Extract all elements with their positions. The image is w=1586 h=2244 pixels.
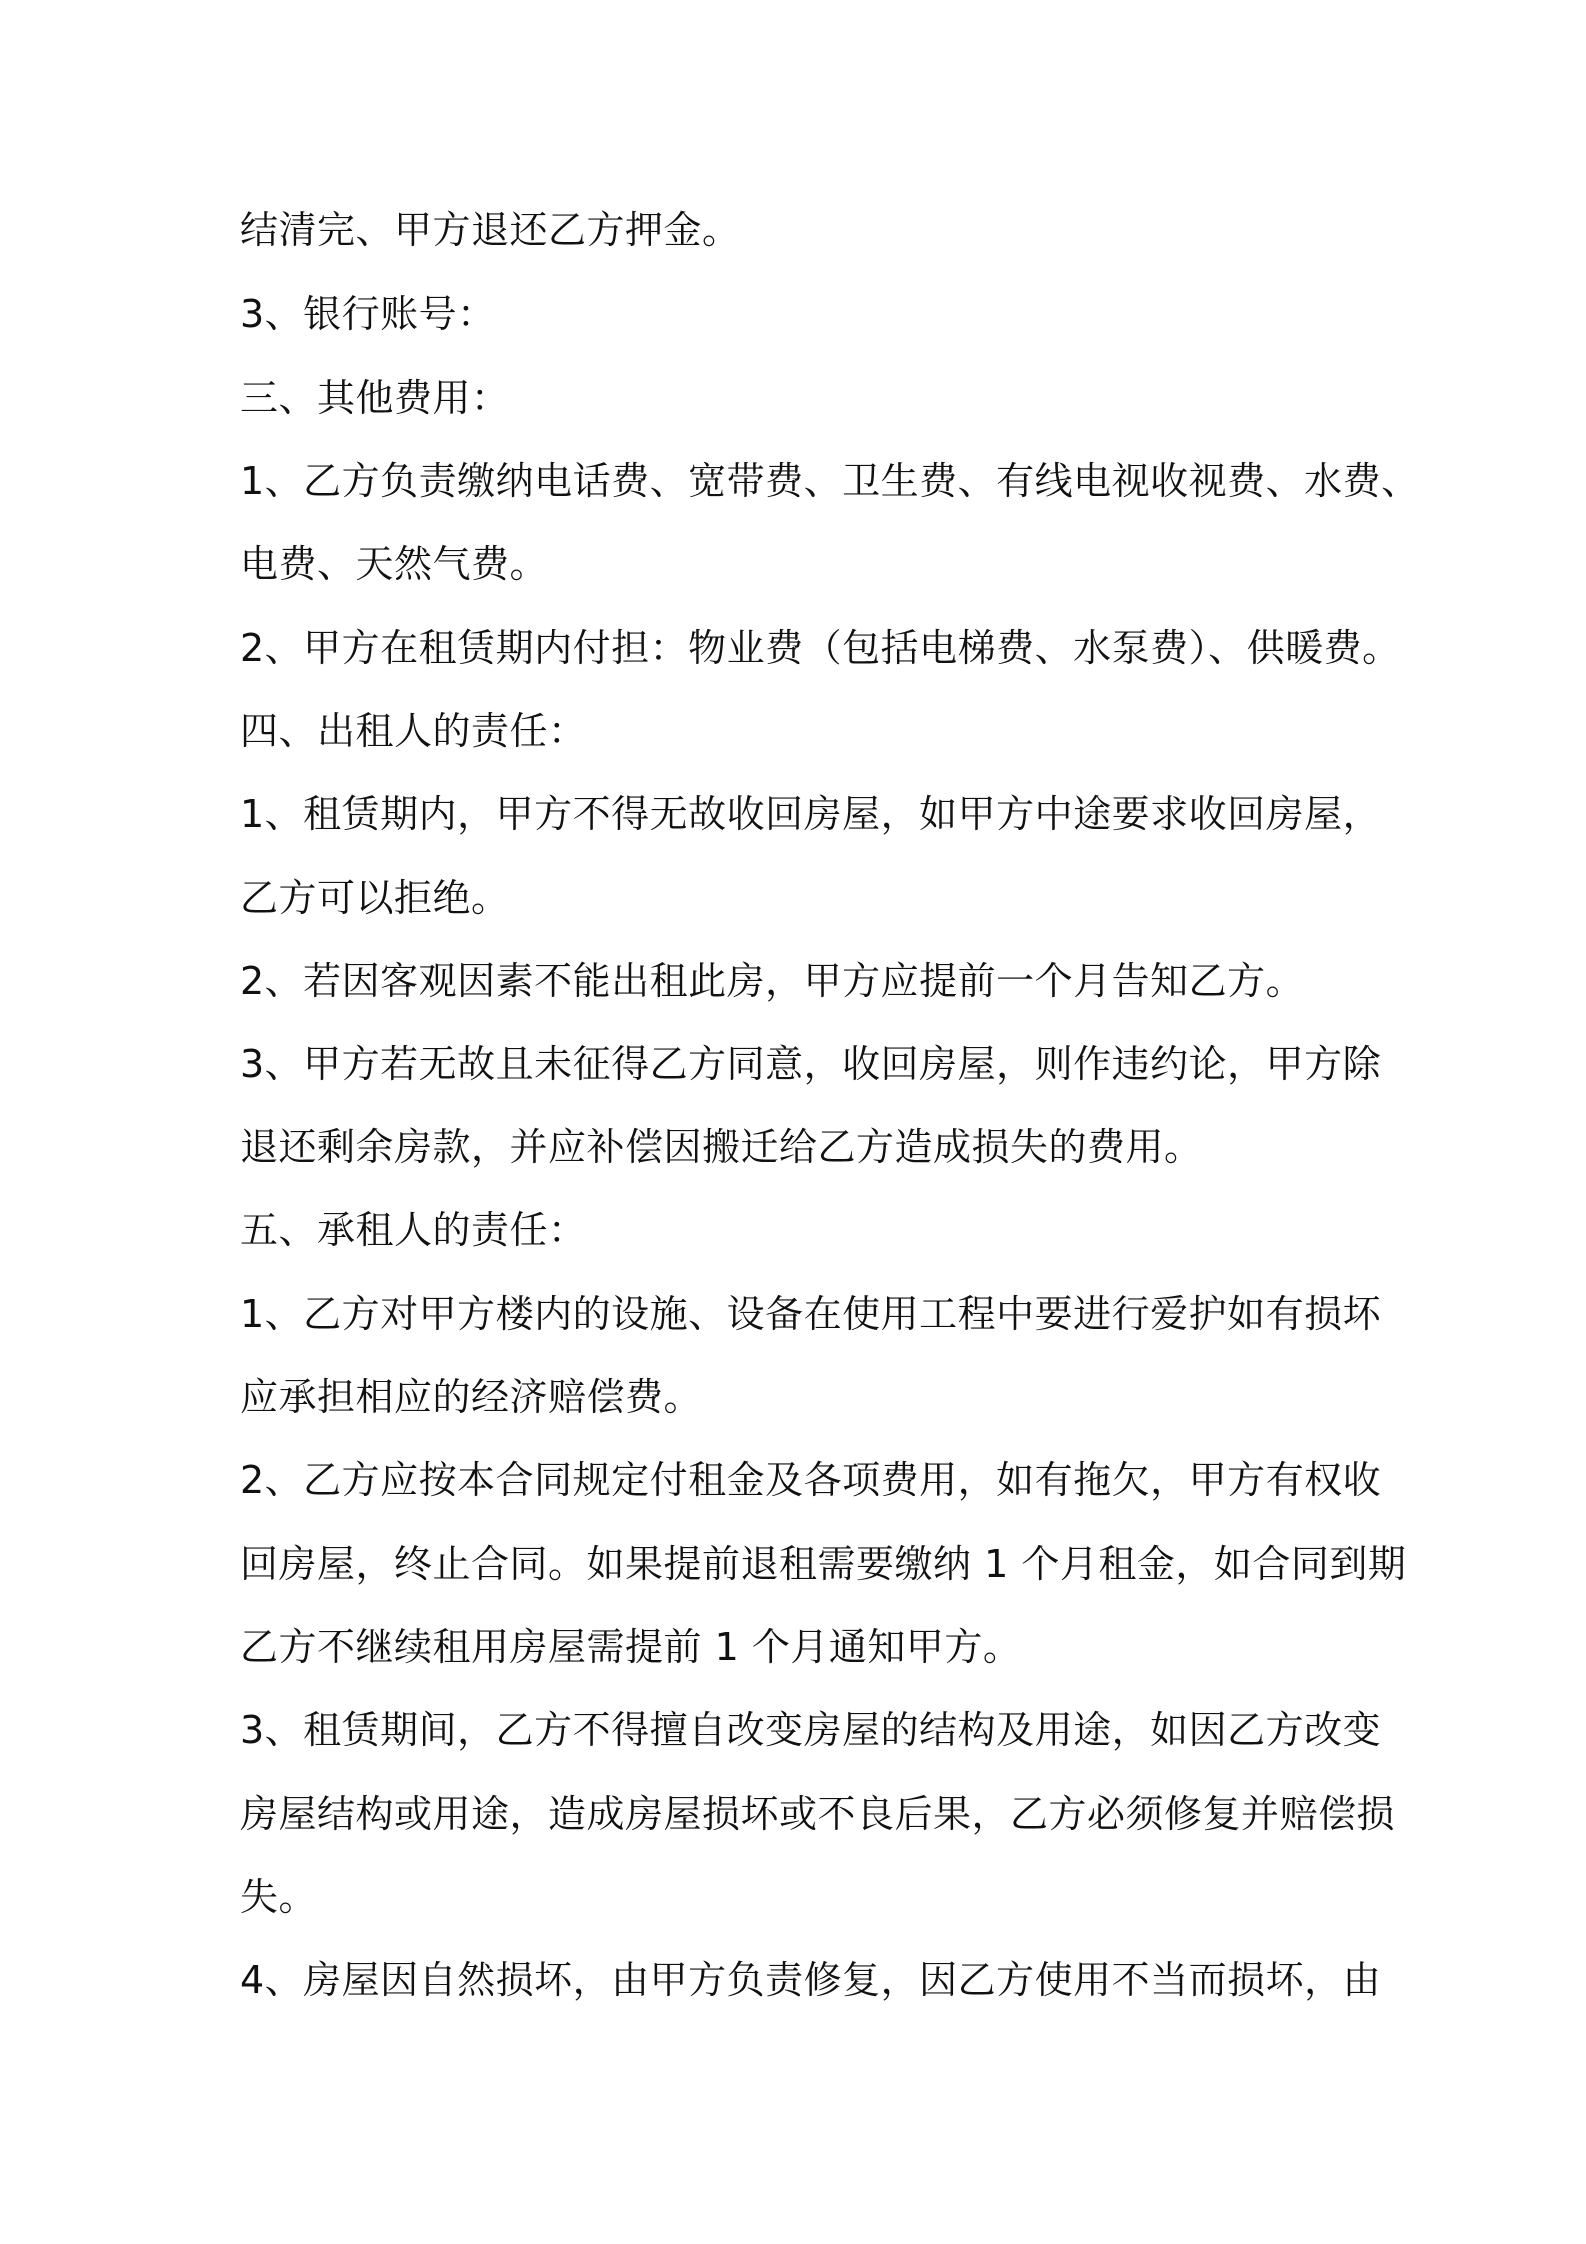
section-heading: 五、承租人的责任：	[240, 1208, 587, 1252]
text-line: 失。	[240, 1875, 318, 1919]
text-line: 1、租赁期内，甲方不得无故收回房屋，如甲方中途要求收回房屋，	[240, 792, 1382, 836]
text-line: 电费、天然气费。	[240, 542, 549, 586]
text-line: 乙方不继续租用房屋需提前 1 个月通知甲方。	[240, 1625, 1022, 1669]
text-line: 2、若因客观因素不能出租此房，甲方应提前一个月告知乙方。	[240, 959, 1305, 1003]
text-line: 3、租赁期间，乙方不得擅自改变房屋的结构及用途，如因乙方改变	[240, 1708, 1382, 1752]
text-line: 2、乙方应按本合同规定付租金及各项费用，如有拖欠，甲方有权收	[240, 1458, 1382, 1502]
text-line: 3、银行账号：	[240, 292, 496, 336]
text-line: 1、乙方负责缴纳电话费、宽带费、卫生费、有线电视收视费、水费、	[240, 459, 1420, 503]
text-line: 应承担相应的经济赔偿费。	[240, 1375, 703, 1419]
text-line: 4、房屋因自然损坏，由甲方负责修复，因乙方使用不当而损坏，由	[240, 1958, 1382, 2002]
text-line: 结清完、甲方退还乙方押金。	[240, 208, 741, 252]
text-line: 1、乙方对甲方楼内的设施、设备在使用工程中要进行爱护如有损坏	[240, 1292, 1382, 1336]
text-line: 退还剩余房款，并应补偿因搬迁给乙方造成损失的费用。	[240, 1125, 1203, 1169]
text-line: 房屋结构或用途，造成房屋损坏或不良后果，乙方必须修复并赔偿损	[240, 1792, 1396, 1836]
section-heading: 四、出租人的责任：	[240, 709, 587, 753]
text-line: 乙方可以拒绝。	[240, 876, 510, 920]
text-line: 回房屋，终止合同。如果提前退租需要缴纳 1 个月租金，如合同到期	[240, 1542, 1407, 1586]
text-line: 3、甲方若无故且未征得乙方同意，收回房屋，则作违约论，甲方除	[240, 1042, 1382, 1086]
text-line: 2、甲方在租赁期内付担：物业费（包括电梯费、水泵费）、供暖费。	[240, 626, 1401, 670]
section-heading: 三、其他费用：	[240, 376, 510, 420]
